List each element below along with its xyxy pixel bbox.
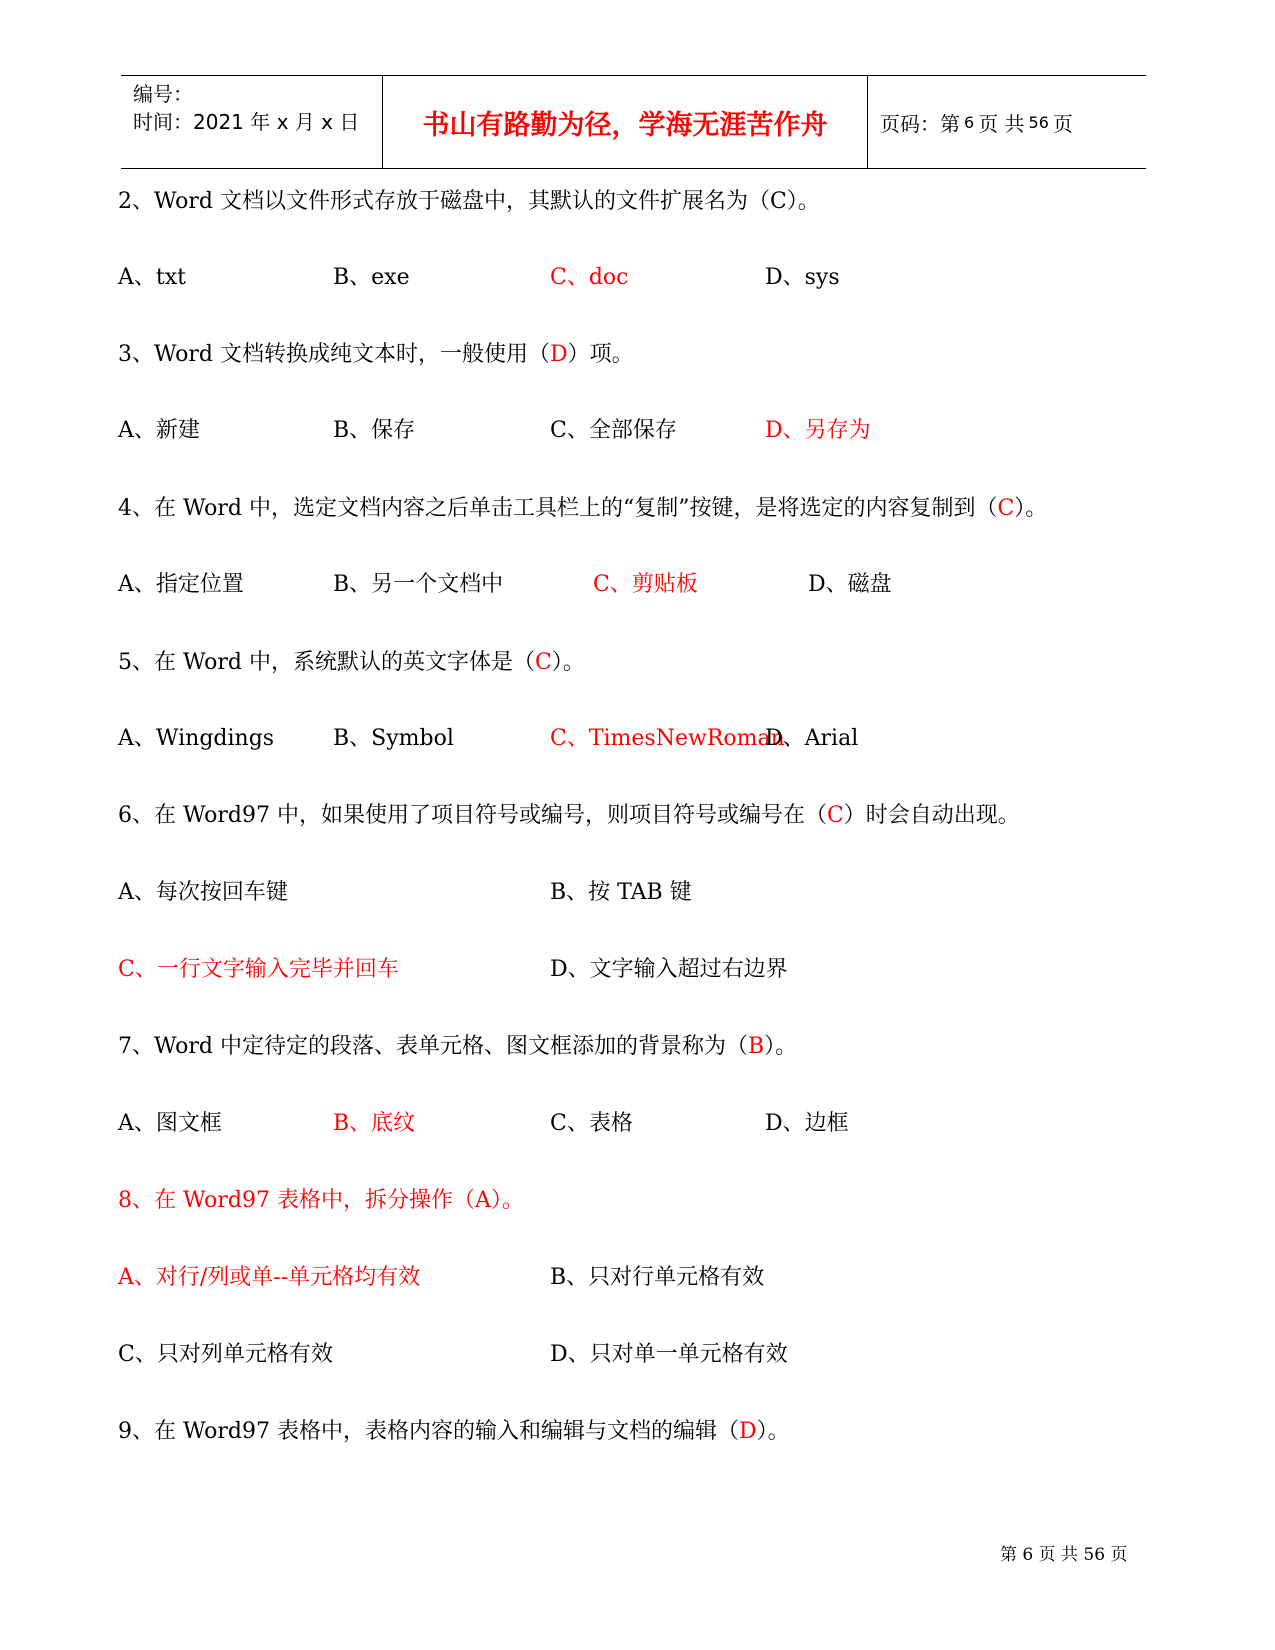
q2-option-c: C、doc [550,265,629,290]
stem-text: 9、在 Word97 表格中，表格内容的输入和编辑与文档的编辑（ [118,1419,739,1444]
stem-text: 3、Word 文档转换成纯文本时，一般使用（ [118,342,550,367]
question-3-stem [118,340,634,370]
q3-option-b: B、保存 [333,418,416,443]
header-info-cell [121,76,383,168]
q8-option-a: A、对行/列或单--单元格均有效 [118,1265,421,1290]
stem-text: ）。 [764,1034,798,1059]
motto: 书山有路勤为径，学海无涯苦作舟 [422,109,828,141]
question-7-stem [118,1032,797,1062]
page-number: 6 [964,112,975,132]
q3-option-d: D、另存为 [765,418,871,443]
q3-option-a: A、新建 [118,418,200,443]
q4-option-c: C、剪贴板 [593,572,698,597]
q8-option-d: D、只对单一单元格有效 [550,1342,788,1367]
number-label: 编号： [133,82,193,106]
q7-option-d: D、边框 [765,1111,849,1136]
header-page-cell [868,76,1146,168]
q4-option-a: A、指定位置 [118,572,244,597]
q6-option-c: C、一行文字输入完毕并回车 [118,957,399,982]
question-4-stem [118,494,1047,524]
page-total: 56 [1028,112,1049,132]
q5-option-c: C、TimesNewRoman [550,726,785,751]
q2-option-a: A、txt [118,265,186,290]
page-footer: 第 6 页 共 56 页 [1000,1545,1128,1565]
q2-option-d: D、sys [765,265,840,290]
q4-option-d: D、磁盘 [808,572,892,597]
answer-letter: D [549,342,568,367]
answer-letter: C [826,803,844,828]
answer-letter: C [997,496,1015,521]
q7-option-a: A、图文框 [118,1111,222,1136]
answer-letter: D [738,1419,757,1444]
page-mid: 页 共 [978,111,1025,136]
stem-text: 6、在 Word97 中，如果使用了项目符号或编号，则项目符号或编号在（ [118,803,827,828]
q7-option-b: B、底纹 [333,1111,416,1136]
q4-option-b: B、另一个文档中 [333,572,504,597]
stem-text: 7、Word 中定待定的段落、表单元格、图文框添加的背景称为（ [118,1034,748,1059]
question-2-stem: 2、Word 文档以文件形式存放于磁盘中，其默认的文件扩展名为（C）。 [118,189,820,214]
q6-option-a: A、每次按回车键 [118,880,288,905]
q5-option-b: B、Symbol [333,726,454,751]
q2-option-b: B、exe [333,265,410,290]
q7-option-c: C、表格 [550,1111,633,1136]
q8-option-b: B、只对行单元格有效 [550,1265,765,1290]
q5-option-a: A、Wingdings [118,726,275,751]
stem-text: 5、在 Word 中，系统默认的英文字体是（ [118,650,535,675]
page-header [121,75,1146,169]
answer-letter: C [534,650,552,675]
stem-text: ）。 [1014,496,1048,521]
question-9-stem [118,1417,790,1447]
header-motto-cell [383,76,868,168]
stem-text: ）。 [551,650,585,675]
page-prefix: 页码：第 [880,111,960,136]
stem-text: ）。 [756,1419,790,1444]
stem-text: ）项。 [567,342,634,367]
stem-text: ）时会自动出现。 [843,803,1020,828]
stem-text: 4、在 Word 中，选定文档内容之后单击工具栏上的“复制”按键，是将选定的内容复制到（ [118,496,998,521]
answer-letter: B [747,1034,765,1059]
q6-option-d: D、文字输入超过右边界 [550,957,788,982]
q3-option-c: C、全部保存 [550,418,677,443]
q5-option-d: D、Arial [765,726,859,751]
time-label: 时间：2021 年 x 月 x 日 [133,110,360,134]
q6-option-b: B、按 TAB 键 [550,880,692,905]
question-8-stem: 8、在 Word97 表格中，拆分操作（A）。 [118,1188,524,1213]
question-5-stem [118,648,585,678]
page-suffix: 页 [1052,111,1073,136]
question-6-stem [118,801,1020,831]
q8-option-c: C、只对列单元格有效 [118,1342,333,1367]
